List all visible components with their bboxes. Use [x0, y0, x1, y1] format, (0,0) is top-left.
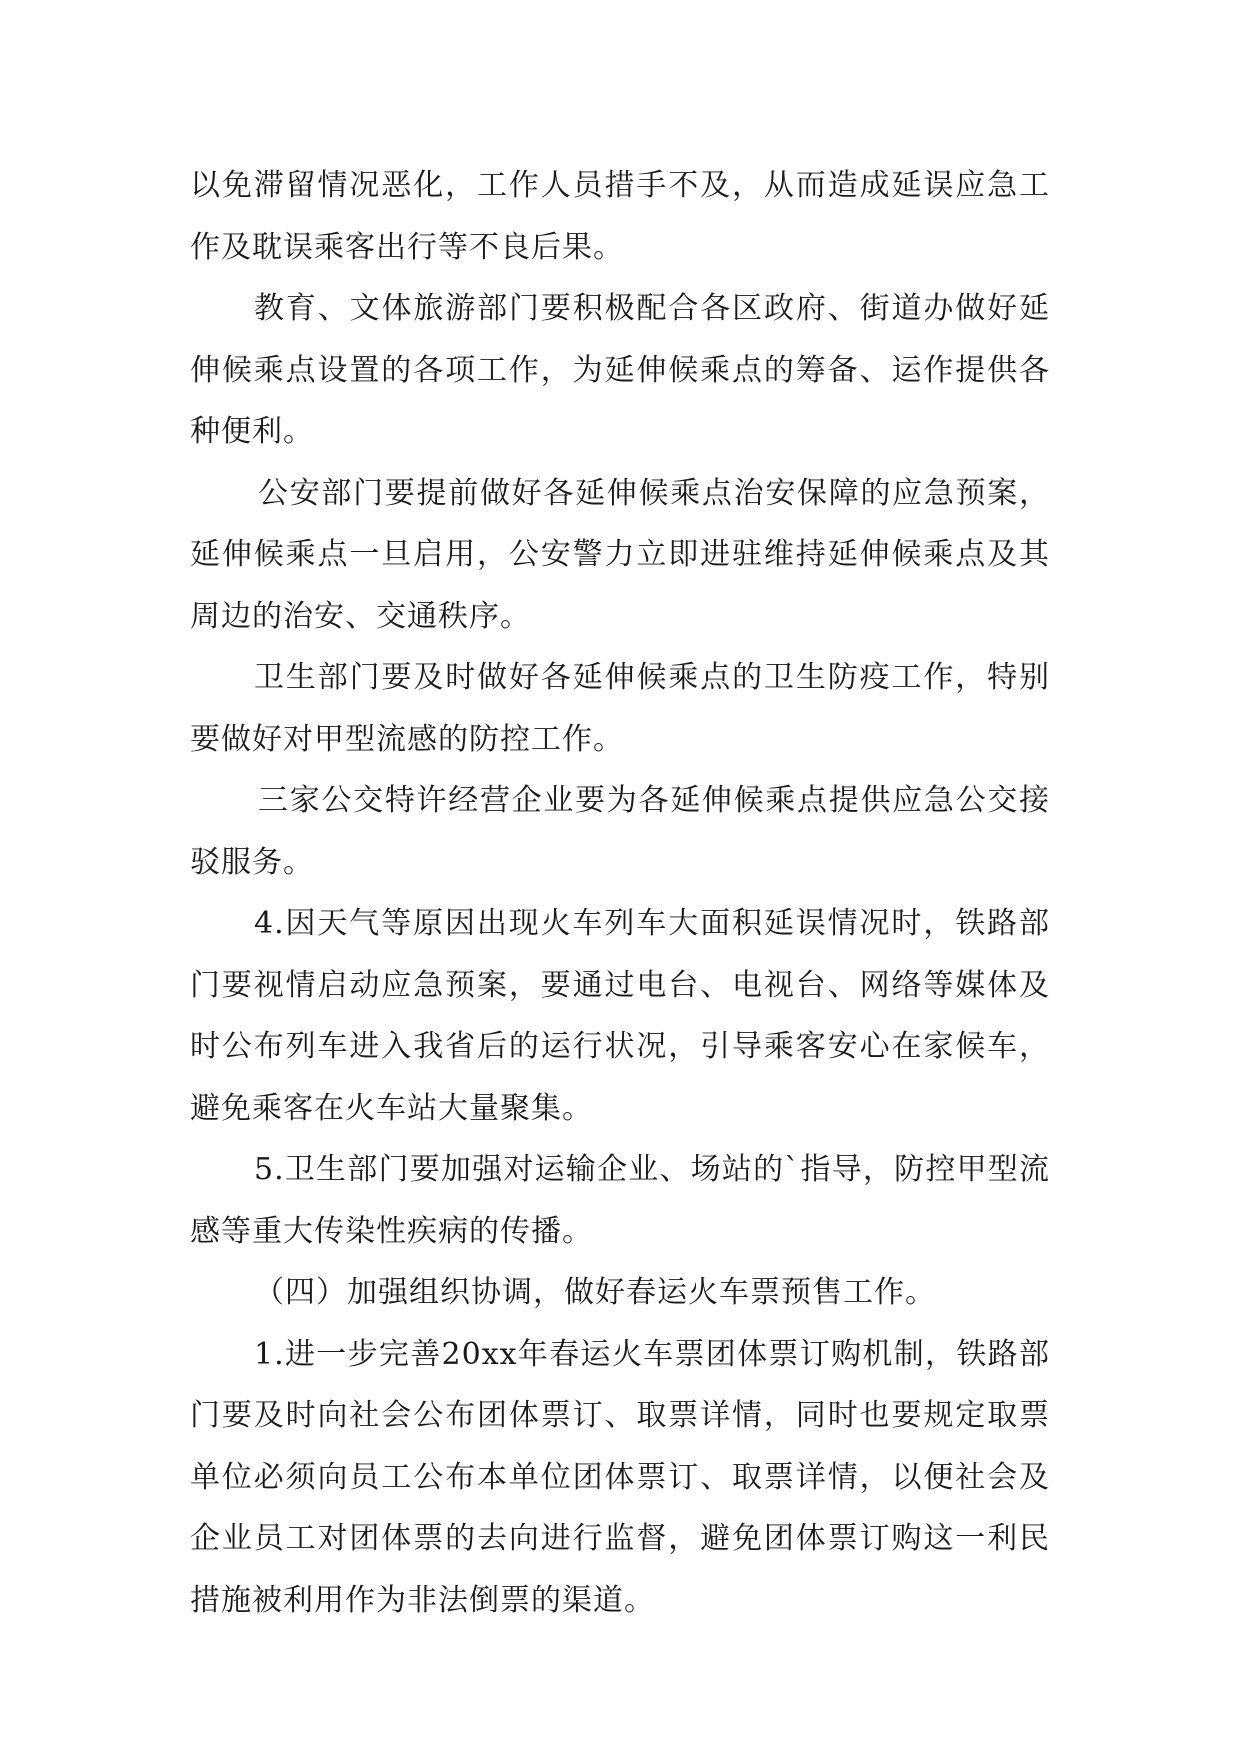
paragraph-education: 教育、文体旅游部门要积极配合各区政府、街道办做好延伸候乘点设置的各项工作，为延伸候乘点的筹备、运作提供各种便利。: [190, 291, 1050, 449]
paragraph-item-5: 5.卫生部门要加强对运输企业、场站的`指导，防控甲型流感等重大传染性疾病的传播。: [190, 1152, 1050, 1249]
paragraph-health: 卫生部门要及时做好各延伸候乘点的卫生防疫工作，特别要做好对甲型流感的防控工作。: [190, 660, 1050, 757]
paragraph-item-1: 1.进一步完善20xx年春运火车票团体票订购机制，铁路部门要及时向社会公布团体票订、取票详情，同时也要规定取票单位必须向员工公布本单位团体票订、取票详情，以便社会及企业员工对团体票的去向进行监督，避免团体票订购这一利民措施被利用作为非法倒票的渠道。: [190, 1336, 1050, 1618]
paragraph-continuation: 以免滞留情况恶化，工作人员措手不及，从而造成延误应急工作及耽误乘客出行等不良后果。: [190, 168, 1050, 265]
document-body: [190, 155, 1050, 1631]
section-heading-4: （四）加强组织协调，做好春运火车票预售工作。: [254, 1275, 936, 1310]
paragraph-item-4: 4.因天气等原因出现火车列车大面积延误情况时，铁路部门要视情启动应急预案，要通过电台、电视台、网络等媒体及时公布列车进入我省后的运行状况，引导乘客安心在家候车，避免乘客在火车站大量聚集。: [190, 906, 1050, 1126]
paragraph-public-security: 公安部门要提前做好各延伸候乘点治安保障的应急预案，延伸候乘点一旦启用，公安警力立即进驻维持延伸候乘点及其周边的治安、交通秩序。: [190, 475, 1050, 634]
paragraph-bus-companies: 三家公交特许经营企业要为各延伸候乘点提供应急公交接驳服务。: [190, 783, 1050, 880]
